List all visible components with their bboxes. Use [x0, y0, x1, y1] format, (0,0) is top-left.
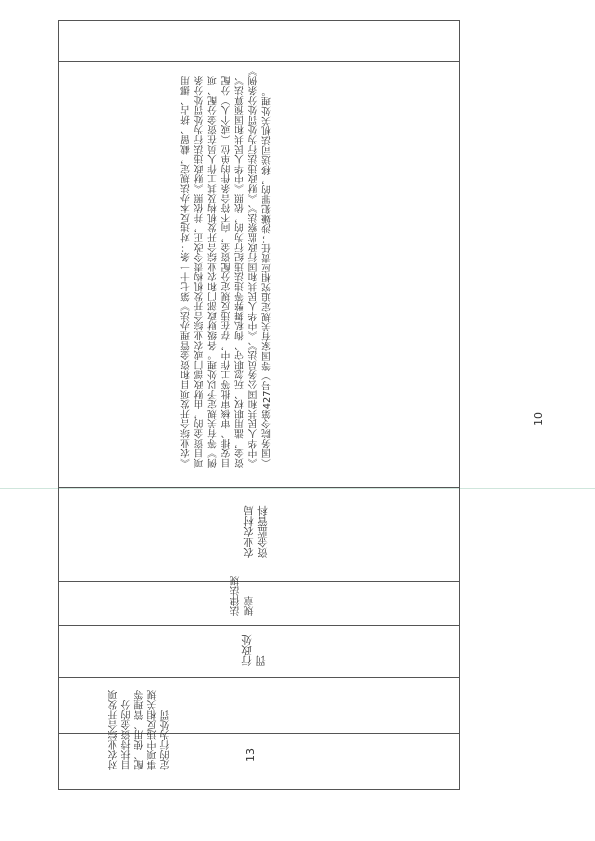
table-rule	[59, 487, 459, 488]
responsible-department: 农业农村局资金监管科	[243, 505, 269, 558]
power-type: 行政处罚	[241, 634, 267, 666]
row-number: 13	[244, 748, 257, 762]
page-number: 10	[532, 412, 545, 426]
item-name: 对农业综合开发项目扶持资金的分配、使用、管理等事项中违反相关规定的行为处罚	[109, 690, 172, 770]
table-rule	[59, 625, 459, 626]
setting-basis: 法律法规规章	[231, 576, 256, 616]
table-rule	[59, 61, 459, 62]
legal-basis-content: 《农业综合开发项目和资金管理办法》第七十一条：对违反本办法规定，截留、挤占、挪用项目资金的，由财政部门或农业综合开发机构责令改正，并依照《财政违法行为处罚处分条例》等有关规定予以处理。各级财政部门和农业综合开发机构及其工作人员在资金分配、项目安排、审核审批等工作中，存在违反规定分配资金，向不符合条件的单位（或个人）分配资金，滥用职权、玩忽职守、徇私舞弊等违法违纪行为的，依照《中华人民共和国预算法》、《中华人民共和国公务员法》、《中华人民共和国行政监察法》、《财政违法行为处罚处分条例》（国务院令第427号）等国家有关规定追究相应责任；涉嫌犯罪的，移送司法机关处理。	[181, 71, 273, 468]
table-rule	[59, 677, 459, 678]
table-rule	[59, 581, 459, 582]
